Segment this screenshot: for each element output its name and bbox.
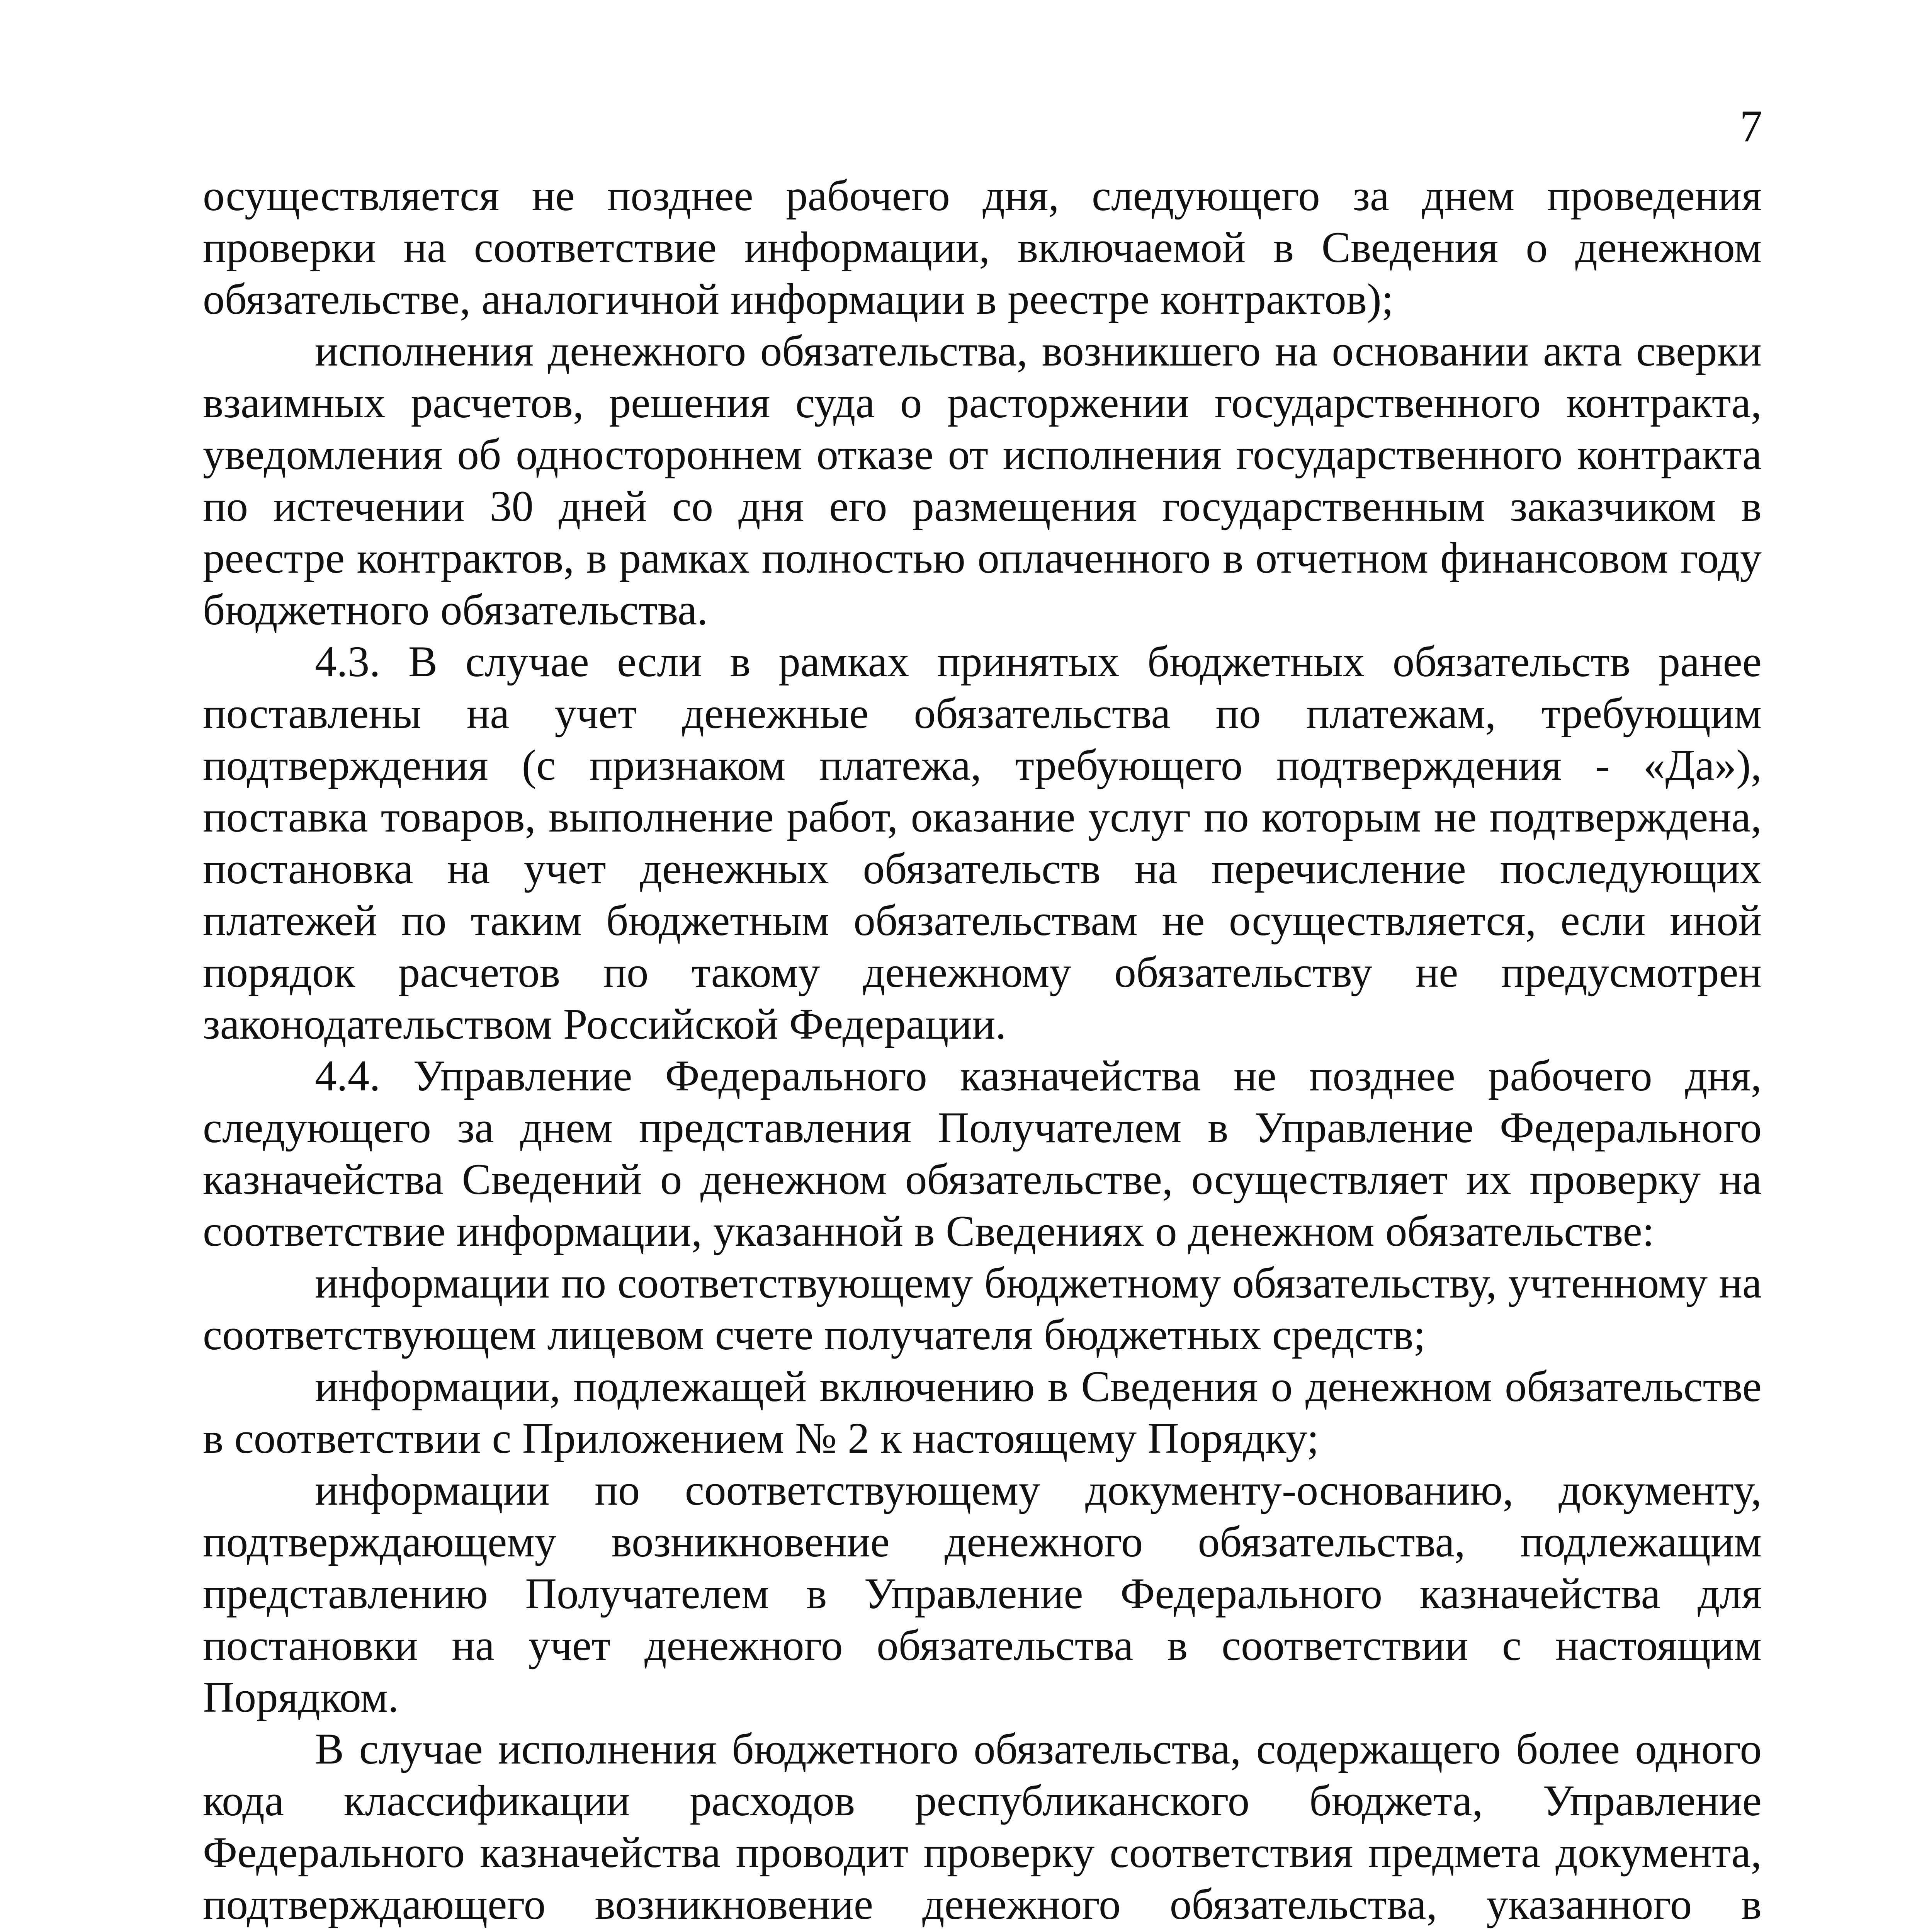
paragraph-continuation: осуществляется не позднее рабочего дня, следующего за днем проведения проверки на соответствие информации, включаемой в Сведения о денежном обязательстве, аналогичной информации в реестре контрактов); bbox=[203, 172, 1762, 323]
page-number: 7 bbox=[1740, 101, 1762, 151]
paragraph-4-3: 4.3. В случае если в рамках принятых бюджетных обязательств ранее поставлены на учет денежные обязательства по платежам, требующим подтверждения (с признаком платежа, требующего подтверждения - «Да»), поставка товаров, выполнение работ, оказание услуг по которым не подтверждена, постановка на учет денежных обязательств на перечисление последующих платежей по таким бюджетным обязательствам не осуществляется, если иной порядок расчетов по такому денежному обязательству не предусмотрен законодательством Российской Федерации. bbox=[203, 638, 1762, 1048]
paragraph-multiple-codes: В случае исполнения бюджетного обязательства, содержащего более одного кода классификации расходов республиканского бюджета, Управление Федерального казначейства проводит проверку соответствия предмета документа, подтверждающего возникновение денежного обязательства, указанного в bbox=[203, 1725, 1762, 1929]
paragraph-check-basis-document: информации по соответствующему документу-основанию, документу, подтверждающему возникновение денежного обязательства, подлежащим представлению Получателем в Управление Федерального казначейства для постановки на учет денежного обязательства в соответствии с настоящим Порядком. bbox=[203, 1466, 1762, 1721]
paragraph-execution-conditions: исполнения денежного обязательства, возникшего на основании акта сверки взаимных расчетов, решения суда о расторжении государственного контракта, уведомления об одностороннем отказе от исполнения государственного контракта по истечении 30 дней со дня его размещения государственным заказчиком в реестре контрактов, в рамках полностью оплаченного в отчетном финансовом году бюджетного обязательства. bbox=[203, 327, 1762, 634]
document-body bbox=[203, 170, 1762, 1932]
paragraph-check-appendix-2: информации, подлежащей включению в Сведения о денежном обязательстве в соответствии с Приложением № 2 к настоящему Порядку; bbox=[203, 1362, 1762, 1463]
paragraph-4-4: 4.4. Управление Федерального казначейства не позднее рабочего дня, следующего за днем представления Получателем в Управление Федерального казначейства Сведений о денежном обязательстве, осуществляет их проверку на соответствие информации, указанной в Сведениях о денежном обязательстве: bbox=[203, 1052, 1762, 1255]
paragraph-check-budget-obligation: информации по соответствующему бюджетному обязательству, учтенному на соответствующем лицевом счете получателя бюджетных средств; bbox=[203, 1259, 1762, 1359]
